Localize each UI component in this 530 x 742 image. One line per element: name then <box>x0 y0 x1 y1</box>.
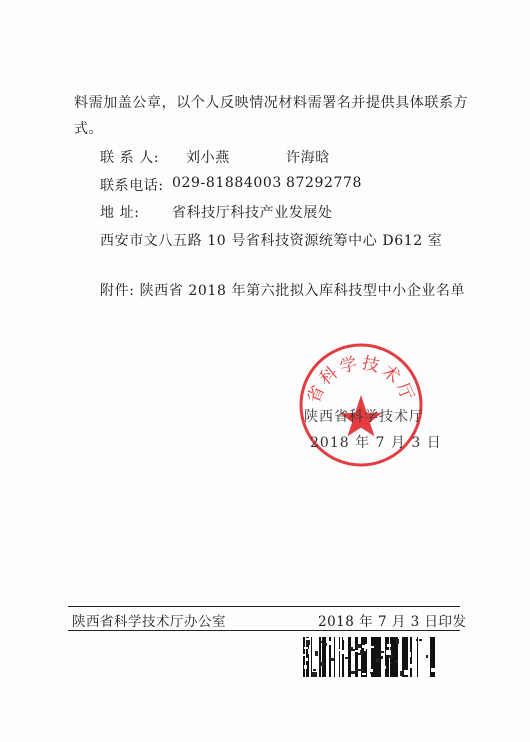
footer-bottom-rule <box>68 630 460 631</box>
contact-label: 联 系 人: <box>100 150 160 166</box>
phone-number-1: 029-81884003 <box>172 175 282 191</box>
address-line-1: 省科技厅科技产业发展处 <box>172 205 333 221</box>
phone-number-2: 87292778 <box>286 175 363 191</box>
stamp-text: 省科学技术厅 <box>303 353 419 407</box>
footer-top-rule <box>68 606 460 607</box>
contact-name-2: 许海晗 <box>286 150 330 166</box>
address-line-2: 西安市文八五路 10 号省科技资源统筹中心 D612 室 <box>100 233 443 249</box>
contact-name-1: 刘小燕 <box>186 150 230 166</box>
body-line-1: 料需加盖公章，以个人反映情况材料需署名并提供具体联系方 <box>74 95 469 111</box>
phone-label: 联系电话: <box>100 178 164 194</box>
signing-organization: 陕西省科学技术厅 <box>304 409 424 425</box>
signing-date: 2018 年 7 月 3 日 <box>310 435 442 451</box>
body-line-2: 式。 <box>74 121 104 137</box>
barcode-image <box>302 636 436 678</box>
address-label: 地 址: <box>100 205 140 221</box>
footer-office: 陕西省科学技术厅办公室 <box>72 614 226 630</box>
attachment-line: 附件: 陕西省 2018 年第六批拟入库科技型中小企业名单 <box>100 283 466 299</box>
footer-issue-date: 2018 年 7 月 3 日印发 <box>318 614 467 630</box>
